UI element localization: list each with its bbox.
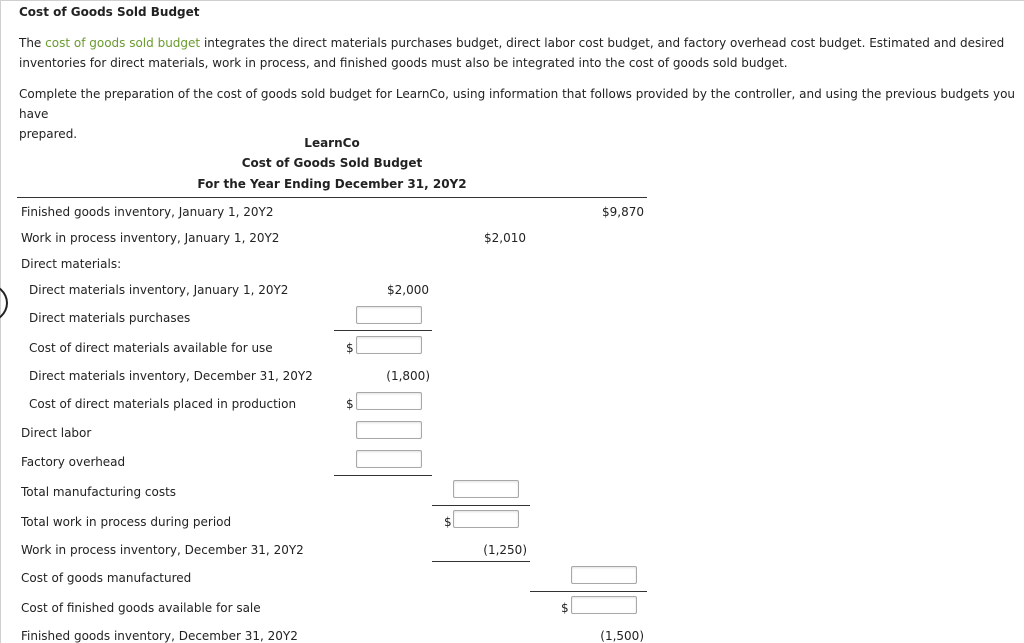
intro-text-start: The bbox=[19, 36, 46, 50]
dm-used-label: Cost of direct materials placed in production bbox=[29, 397, 297, 411]
wip-begin-value: $2,010 bbox=[484, 231, 526, 245]
dm-subtotal-rule bbox=[334, 330, 432, 331]
page-title: Cost of Goods Sold Budget bbox=[19, 5, 200, 19]
header-rule bbox=[17, 197, 647, 198]
report-period: For the Year Ending December 31, 20Y2 bbox=[197, 177, 467, 191]
instructions-paragraph bbox=[19, 84, 1019, 144]
fg-end-value: (1,500) bbox=[600, 629, 644, 643]
direct-labor-label: Direct labor bbox=[21, 426, 92, 440]
direct-labor-input[interactable] bbox=[356, 421, 422, 439]
dm-end-value: (1,800) bbox=[386, 369, 430, 383]
cogs-budget-link[interactable]: cost of goods sold budget bbox=[45, 36, 201, 50]
wip-end-label: Work in process inventory, December 31, 20Y2 bbox=[21, 543, 304, 557]
total-mfg-input[interactable] bbox=[453, 480, 519, 498]
instructions-line1: Complete the preparation of the cost of goods sold budget for LearnCo, using information that follows provided by the controller, and using the previous budgets you have bbox=[19, 87, 1016, 121]
wip-end-value: (1,250) bbox=[483, 543, 527, 557]
fg-begin-value: $9,870 bbox=[602, 205, 644, 219]
wip-subtotal-rule bbox=[432, 505, 530, 506]
fg-end-label: Finished goods inventory, December 31, 20Y2 bbox=[21, 629, 298, 643]
company-name: LearnCo bbox=[304, 136, 360, 150]
margin-circle-marker bbox=[0, 283, 8, 323]
dm-begin-value: $2,000 bbox=[387, 283, 429, 297]
dm-used-input[interactable] bbox=[356, 392, 422, 410]
dm-header-label: Direct materials: bbox=[21, 257, 122, 271]
total-wip-dollar: $ bbox=[444, 515, 452, 529]
cogm-input[interactable] bbox=[571, 566, 637, 584]
dm-purchases-input[interactable] bbox=[356, 306, 422, 324]
dm-available-label: Cost of direct materials available for use bbox=[29, 341, 273, 355]
cogm-rule bbox=[432, 561, 530, 562]
intro-text-rest: integrates the direct materials purchases budget, direct labor cost budget, and factory overhead cost budget. Estimated and desired bbox=[200, 36, 1005, 50]
intro-paragraph bbox=[19, 33, 1019, 73]
dm-begin-label: Direct materials inventory, January 1, 20Y2 bbox=[29, 283, 289, 297]
dm-available-input[interactable] bbox=[356, 336, 422, 354]
frame-left-border bbox=[0, 0, 1, 643]
factory-overhead-input[interactable] bbox=[356, 450, 422, 468]
factory-overhead-label: Factory overhead bbox=[21, 455, 126, 469]
fg-available-dollar: $ bbox=[561, 601, 569, 615]
total-wip-input[interactable] bbox=[453, 510, 519, 528]
dm-used-dollar: $ bbox=[346, 397, 354, 411]
frame-top-border bbox=[0, 0, 1024, 1]
report-name: Cost of Goods Sold Budget bbox=[241, 156, 423, 170]
intro-text-line2: inventories for direct materials, work in process, and finished goods must also be integrated into the cost of goods sold budget. bbox=[19, 56, 788, 70]
fg-subtotal-rule bbox=[530, 591, 647, 592]
wip-begin-label: Work in process inventory, January 1, 20Y2 bbox=[21, 231, 280, 245]
dm-end-label: Direct materials inventory, December 31, 20Y2 bbox=[29, 369, 313, 383]
fg-begin-label: Finished goods inventory, January 1, 20Y2 bbox=[21, 205, 274, 219]
dm-available-dollar: $ bbox=[346, 341, 354, 355]
dm-purchases-label: Direct materials purchases bbox=[29, 311, 191, 325]
fg-available-label: Cost of finished goods available for sale bbox=[21, 601, 261, 615]
total-mfg-label: Total manufacturing costs bbox=[21, 485, 177, 499]
cogm-label: Cost of goods manufactured bbox=[21, 571, 192, 585]
instructions-line2: prepared. bbox=[19, 127, 78, 141]
total-wip-label: Total work in process during period bbox=[21, 515, 232, 529]
fg-available-input[interactable] bbox=[571, 596, 637, 614]
mfg-subtotal-rule bbox=[334, 475, 432, 476]
